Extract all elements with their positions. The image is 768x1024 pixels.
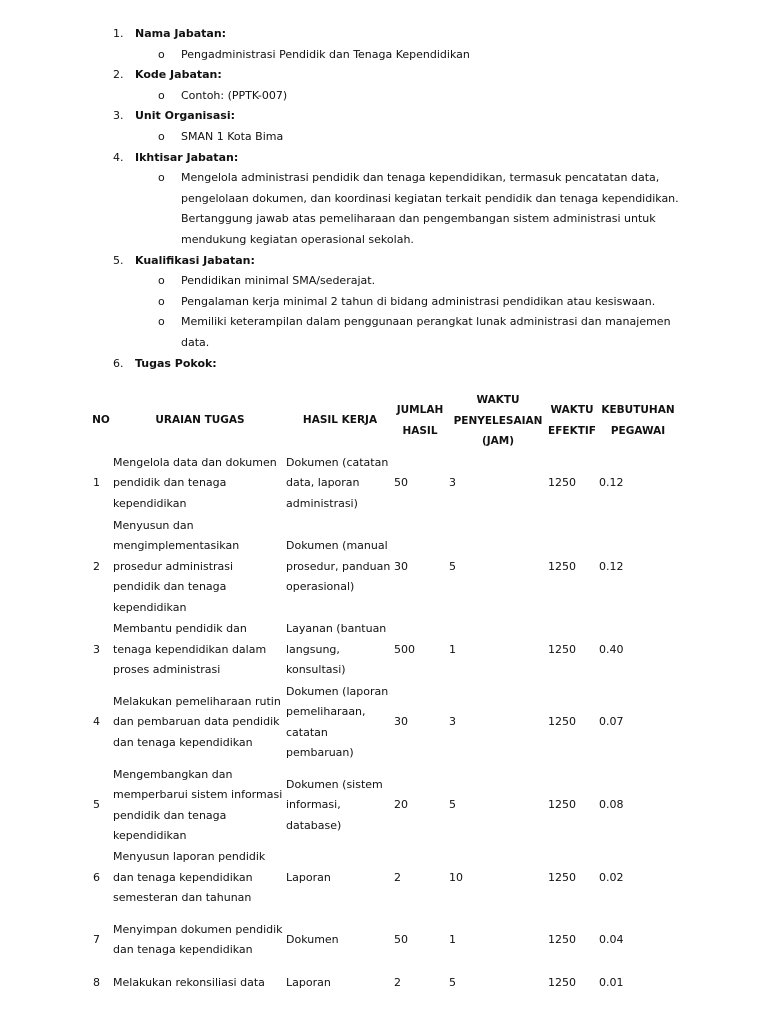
result-quantity: 500 [394,642,415,656]
table-row [0,515,768,619]
effective-time: 1250 [548,975,576,989]
bullet-marker: o [158,274,165,288]
section-heading-line [0,65,768,86]
table-row [0,681,768,764]
table-body [0,452,768,995]
row-number: 5 [93,798,100,811]
section-heading: Tugas Pokok: [135,356,217,370]
result-quantity: 20 [394,798,408,811]
row-number: 1 [93,476,100,489]
header-time: WAKTU PENYELESAIAN (JAM) [453,394,543,448]
section-heading: Unit Organisasi: [135,109,235,123]
staff-need: 0.40 [599,642,624,656]
work-result: Dokumen [286,932,339,946]
bullet-marker: o [158,47,165,61]
work-result: Dokumen (laporan pemeliharaan, catatan pembaruan) [286,684,389,760]
bullet-text: Pengadministrasi Pendidik dan Tenaga Kependidikan [181,47,470,61]
bullet-paragraph [0,168,701,250]
completion-time: 1 [449,932,456,946]
header-qty: JUMLAH HASIL [396,404,444,437]
effective-time: 1250 [548,870,576,884]
bullet-text: Mengelola administrasi pendidik dan tenaga kependidikan, termasuk pencatatan data, pengelolaan dokumen, dan koordinasi kegiatan terkait pendidik dan tenaga kependidikan. Bertanggung jawab atas pemeliharaan dan pengembangan sistem administrasi untuk mendukung kegiatan operasional sekolah. [181,171,679,246]
section-heading-line [0,251,768,272]
completion-time: 5 [449,559,456,573]
work-result: Laporan [286,870,331,884]
work-result: Dokumen (manual prosedur, panduan operasional) [286,539,391,594]
work-result: Layanan (bantuan langsung, konsultasi) [286,622,387,677]
bullet-marker: o [158,171,165,185]
section-heading-line [0,106,768,127]
task-description: Melakukan rekonsiliasi data [113,975,265,989]
work-result: Laporan [286,975,331,989]
task-description: Mengembangkan dan memperbarui sistem informasi pendidik dan tenaga kependidikan [113,767,283,843]
completion-time: 5 [449,798,456,811]
bullet-text: Memiliki keterampilan dalam penggunaan perangkat lunak administrasi dan manajemen data. [181,315,671,349]
task-description: Menyimpan dokumen pendidik dan tenaga kependidikan [113,922,283,957]
bullet-marker: o [158,315,165,329]
bullet-text: Contoh: (PPTK-007) [181,88,288,102]
result-quantity: 30 [394,715,408,728]
table-row [0,909,768,971]
bullet-marker: o [158,294,165,308]
completion-time: 3 [449,715,456,728]
bullet-line [0,271,768,292]
task-description: Mengelola data dan dokumen pendidik dan tenaga kependidikan [113,455,277,510]
completion-time: 5 [449,975,456,989]
section-heading-line [0,354,768,375]
row-number: 8 [93,975,100,989]
staff-need: 0.12 [599,559,624,573]
row-number: 7 [93,932,100,946]
section-number: 6. [113,356,124,370]
effective-time: 1250 [548,476,576,489]
task-table [0,390,768,995]
staff-need: 0.01 [599,975,624,989]
staff-need: 0.02 [599,870,624,884]
section-number: 5. [113,253,124,267]
result-quantity: 50 [394,476,408,489]
completion-time: 1 [449,642,456,656]
row-number: 4 [93,715,100,728]
table-row [0,452,768,515]
result-quantity: 50 [394,932,408,946]
table-row [0,619,768,681]
staff-need: 0.12 [599,476,624,489]
bullet-line [0,127,768,148]
section-heading: Nama Jabatan: [135,27,227,40]
table-row [0,971,768,995]
result-quantity: 2 [394,975,401,989]
effective-time: 1250 [548,642,576,656]
table-row [0,764,768,847]
row-number: 3 [93,642,100,656]
section-heading-line [0,24,768,45]
row-number: 2 [93,559,100,573]
effective-time: 1250 [548,798,576,811]
bullet-paragraph [0,312,701,353]
row-number: 6 [93,870,100,884]
staff-need: 0.04 [599,932,624,946]
header-result: HASIL KERJA [302,414,378,426]
header-task: URAIAN TUGAS [155,414,245,426]
effective-time: 1250 [548,559,576,573]
effective-time: 1250 [548,715,576,728]
task-description: Melakukan pemeliharaan rutin dan pembaruan data pendidik dan tenaga kependidikan [113,694,281,749]
section-heading: Kode Jabatan: [135,68,222,82]
job-outline [0,24,768,374]
section-heading-line [0,148,768,169]
bullet-line [0,86,768,107]
staff-need: 0.07 [599,715,624,728]
table-row [0,847,768,909]
staff-need: 0.08 [599,798,624,811]
bullet-line [0,292,768,313]
section-number: 4. [113,150,124,164]
effective-time: 1250 [548,932,576,946]
task-description: Menyusun laporan pendidik dan tenaga kependidikan semesteran dan tahunan [113,850,266,905]
completion-time: 3 [449,476,456,489]
section-number: 2. [113,68,124,82]
header-no: NO [92,414,110,426]
header-effective: WAKTU EFEKTIF [548,404,596,437]
bullet-marker: o [158,129,165,143]
header-need: KEBUTUHAN PEGAWAI [601,404,675,437]
task-description: Membantu pendidik dan tenaga kependidikan dalam proses administrasi [113,622,267,677]
work-result: Dokumen (catatan data, laporan administrasi) [286,455,389,510]
bullet-text: Pendidikan minimal SMA/sederajat. [181,274,376,288]
completion-time: 10 [449,870,463,884]
bullet-marker: o [158,88,165,102]
bullet-text: Pengalaman kerja minimal 2 tahun di bidang administrasi pendidikan atau kesiswaan. [181,294,656,308]
result-quantity: 2 [394,870,401,884]
result-quantity: 30 [394,559,408,573]
work-result: Dokumen (sistem informasi, database) [286,777,383,832]
bullet-text: SMAN 1 Kota Bima [181,129,284,143]
section-number: 3. [113,109,124,123]
section-heading: Kualifikasi Jabatan: [135,253,255,267]
section-heading: Ikhtisar Jabatan: [135,150,239,164]
bullet-line [0,45,768,66]
table-header [0,390,768,452]
section-number: 1. [113,27,124,40]
task-description: Menyusun dan mengimplementasikan prosedur administrasi pendidik dan tenaga kependidikan [113,518,240,614]
